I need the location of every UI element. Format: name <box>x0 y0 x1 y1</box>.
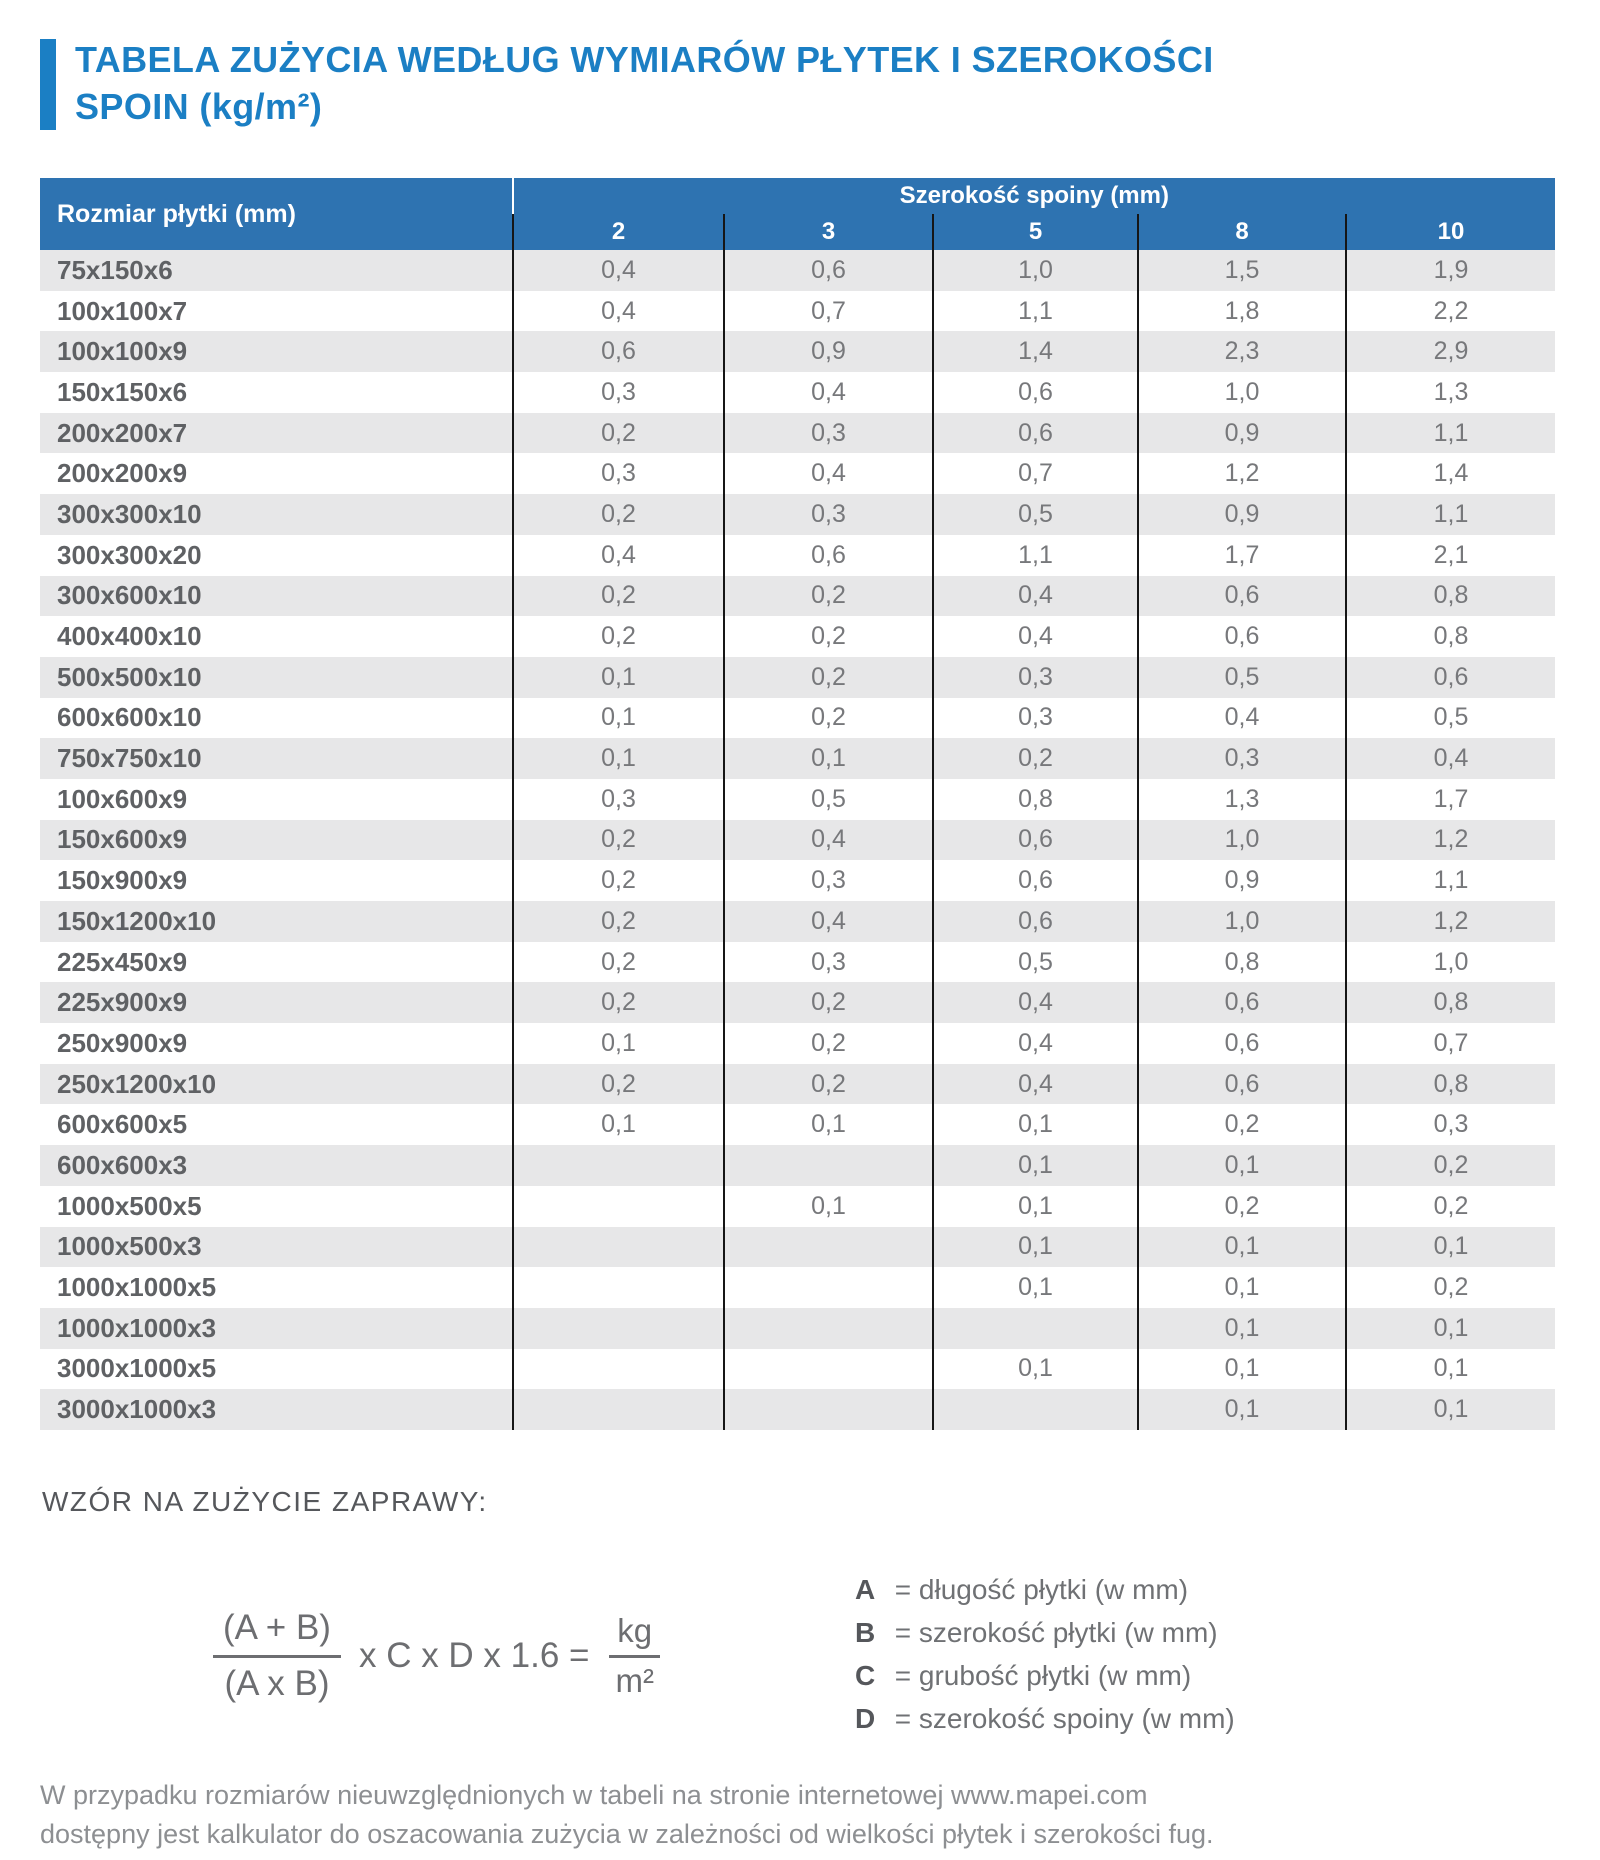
table-row <box>40 1308 1555 1349</box>
value-cell-5mm: 0,8 <box>933 779 1138 820</box>
value-cell-8mm: 0,2 <box>1138 1186 1346 1227</box>
value-cell-10mm: 0,3 <box>1346 1104 1555 1145</box>
legend-line <box>855 1701 1235 1736</box>
table-row <box>40 1104 1555 1145</box>
value-cell-2mm: 0,1 <box>513 738 724 779</box>
value-cell-2mm: 0,2 <box>513 576 724 617</box>
value-cell-3mm: 0,5 <box>724 779 933 820</box>
page-title-line1: TABELA ZUŻYCIA WEDŁUG WYMIARÓW PŁYTEK I SZEROKOŚCI <box>75 39 1214 80</box>
value-cell-3mm: 0,1 <box>724 738 933 779</box>
column-header-joint-2mm: 2 <box>513 214 724 250</box>
footnote-line2: dostępny jest kalkulator do oszacowania zużycia w zależności od wielkości płytek i szerokości fug. <box>40 1819 1214 1849</box>
value-cell-2mm: 0,2 <box>513 616 724 657</box>
value-cell-10mm: 1,1 <box>1346 494 1555 535</box>
value-cell-5mm: 0,4 <box>933 982 1138 1023</box>
value-cell-2mm: 0,3 <box>513 779 724 820</box>
table-row <box>40 372 1555 413</box>
value-cell-3mm: 0,3 <box>724 942 933 983</box>
table-row <box>40 331 1555 372</box>
tile-size-cell: 200x200x7 <box>57 417 188 448</box>
value-cell-8mm: 1,2 <box>1138 453 1346 494</box>
value-cell-2mm <box>513 1186 724 1227</box>
value-cell-5mm: 1,4 <box>933 331 1138 372</box>
value-cell-8mm: 0,6 <box>1138 616 1346 657</box>
value-cell-3mm: 0,2 <box>724 698 933 739</box>
value-cell-2mm <box>513 1145 724 1186</box>
tile-size-cell: 3000x1000x3 <box>57 1394 217 1425</box>
value-cell-3mm: 0,2 <box>724 1064 933 1105</box>
tile-size-cell: 150x900x9 <box>57 865 188 896</box>
value-cell-8mm: 1,0 <box>1138 820 1346 861</box>
value-cell-8mm: 0,9 <box>1138 413 1346 454</box>
value-cell-3mm: 0,3 <box>724 413 933 454</box>
value-cell-3mm: 0,2 <box>724 982 933 1023</box>
value-cell-8mm: 0,1 <box>1138 1308 1346 1349</box>
value-cell-8mm: 0,3 <box>1138 738 1346 779</box>
table-row <box>40 820 1555 861</box>
value-cell-3mm: 0,6 <box>724 250 933 291</box>
value-cell-8mm: 0,2 <box>1138 1104 1346 1145</box>
value-cell-5mm: 0,6 <box>933 901 1138 942</box>
column-header-joint-8mm: 8 <box>1138 214 1346 250</box>
value-cell-3mm: 0,2 <box>724 616 933 657</box>
tile-size-cell: 250x1200x10 <box>57 1068 217 1099</box>
table-row <box>40 413 1555 454</box>
value-cell-8mm: 0,6 <box>1138 1023 1346 1064</box>
value-cell-3mm: 0,7 <box>724 291 933 332</box>
legend-line <box>855 1658 1235 1693</box>
value-cell-5mm: 0,5 <box>933 942 1138 983</box>
value-cell-10mm: 0,8 <box>1346 1064 1555 1105</box>
value-cell-8mm: 0,9 <box>1138 860 1346 901</box>
value-cell-3mm <box>724 1349 933 1390</box>
value-cell-2mm: 0,2 <box>513 1064 724 1105</box>
value-cell-8mm: 1,8 <box>1138 291 1346 332</box>
value-cell-8mm: 1,0 <box>1138 901 1346 942</box>
tile-size-cell: 100x600x9 <box>57 783 188 814</box>
value-cell-2mm: 0,1 <box>513 657 724 698</box>
table-row <box>40 657 1555 698</box>
value-cell-5mm <box>933 1389 1138 1430</box>
value-cell-8mm: 0,6 <box>1138 1064 1346 1105</box>
value-cell-2mm <box>513 1308 724 1349</box>
value-cell-8mm: 0,5 <box>1138 657 1346 698</box>
legend-symbol: B <box>855 1617 876 1648</box>
value-cell-2mm: 0,2 <box>513 860 724 901</box>
value-cell-3mm: 0,2 <box>724 576 933 617</box>
table-row <box>40 576 1555 617</box>
tile-size-cell: 400x400x10 <box>57 621 202 652</box>
value-cell-5mm: 0,6 <box>933 413 1138 454</box>
column-header-joint-3mm: 3 <box>724 214 933 250</box>
value-cell-3mm: 0,1 <box>724 1186 933 1227</box>
legend-symbol: D <box>855 1703 876 1734</box>
value-cell-5mm: 0,4 <box>933 616 1138 657</box>
value-cell-2mm <box>513 1267 724 1308</box>
value-cell-3mm: 0,4 <box>724 901 933 942</box>
legend-description: = długość płytki (w mm) <box>894 1574 1189 1605</box>
value-cell-5mm: 0,6 <box>933 860 1138 901</box>
formula-fraction <box>213 1608 341 1704</box>
value-cell-8mm: 2,3 <box>1138 331 1346 372</box>
table-row <box>40 901 1555 942</box>
value-cell-2mm <box>513 1227 724 1268</box>
formula-denominator: (A x B) <box>224 1664 330 1703</box>
value-cell-10mm: 2,2 <box>1346 291 1555 332</box>
value-cell-2mm: 0,1 <box>513 698 724 739</box>
value-cell-10mm: 1,2 <box>1346 901 1555 942</box>
formula-numerator: (A + B) <box>213 1608 341 1658</box>
value-cell-8mm: 0,6 <box>1138 576 1346 617</box>
value-cell-8mm: 1,5 <box>1138 250 1346 291</box>
consumption-table <box>40 178 1555 1430</box>
value-cell-2mm: 0,6 <box>513 331 724 372</box>
value-cell-3mm: 0,9 <box>724 331 933 372</box>
value-cell-3mm <box>724 1308 933 1349</box>
value-cell-5mm: 1,0 <box>933 250 1138 291</box>
value-cell-10mm: 1,1 <box>1346 413 1555 454</box>
value-cell-10mm: 0,8 <box>1346 616 1555 657</box>
value-cell-3mm: 0,2 <box>724 1023 933 1064</box>
value-cell-8mm: 1,3 <box>1138 779 1346 820</box>
table-row <box>40 779 1555 820</box>
table-row <box>40 942 1555 983</box>
tile-size-cell: 3000x1000x5 <box>57 1353 217 1384</box>
legend-description: = szerokość płytki (w mm) <box>894 1617 1218 1648</box>
table-body <box>40 250 1555 1430</box>
tile-size-cell: 1000x500x3 <box>57 1231 202 1262</box>
value-cell-3mm: 0,4 <box>724 453 933 494</box>
legend-description: = szerokość spoiny (w mm) <box>894 1703 1235 1734</box>
table-row <box>40 1267 1555 1308</box>
value-cell-8mm: 0,4 <box>1138 698 1346 739</box>
table-row <box>40 1227 1555 1268</box>
value-cell-8mm: 1,7 <box>1138 535 1346 576</box>
value-cell-2mm: 0,2 <box>513 942 724 983</box>
value-cell-5mm: 0,4 <box>933 1023 1138 1064</box>
value-cell-8mm: 0,1 <box>1138 1389 1346 1430</box>
tile-size-cell: 300x300x10 <box>57 498 202 529</box>
value-cell-3mm: 0,6 <box>724 535 933 576</box>
value-cell-3mm: 0,4 <box>724 820 933 861</box>
formula-legend <box>855 1572 1235 1744</box>
footnote-line1: W przypadku rozmiarów nieuwzględnionych w tabeli na stronie internetowej www.mapei.com <box>40 1780 1148 1810</box>
tile-size-cell: 225x900x9 <box>57 987 188 1018</box>
value-cell-10mm: 1,7 <box>1346 779 1555 820</box>
tile-size-cell: 150x150x6 <box>57 376 188 407</box>
value-cell-10mm: 0,4 <box>1346 738 1555 779</box>
value-cell-8mm: 0,1 <box>1138 1267 1346 1308</box>
tile-size-cell: 300x600x10 <box>57 580 202 611</box>
column-header-joint-10mm: 10 <box>1346 214 1555 250</box>
value-cell-10mm: 0,2 <box>1346 1145 1555 1186</box>
value-cell-10mm: 1,1 <box>1346 860 1555 901</box>
value-cell-2mm: 0,1 <box>513 1023 724 1064</box>
formula-result-fraction <box>607 1612 661 1700</box>
value-cell-5mm: 1,1 <box>933 291 1138 332</box>
table-row <box>40 616 1555 657</box>
value-cell-2mm: 0,1 <box>513 1104 724 1145</box>
value-cell-10mm: 0,7 <box>1346 1023 1555 1064</box>
value-cell-8mm: 0,8 <box>1138 942 1346 983</box>
table-row <box>40 1064 1555 1105</box>
table-row <box>40 1389 1555 1430</box>
value-cell-2mm: 0,2 <box>513 820 724 861</box>
table-row <box>40 1349 1555 1390</box>
value-cell-5mm <box>933 1308 1138 1349</box>
value-cell-10mm: 1,0 <box>1346 942 1555 983</box>
value-cell-8mm: 0,1 <box>1138 1227 1346 1268</box>
legend-line <box>855 1572 1235 1607</box>
value-cell-5mm: 0,7 <box>933 453 1138 494</box>
value-cell-5mm: 0,4 <box>933 1064 1138 1105</box>
value-cell-10mm: 0,8 <box>1346 576 1555 617</box>
value-cell-5mm: 0,4 <box>933 576 1138 617</box>
legend-line <box>855 1615 1235 1650</box>
tile-size-cell: 500x500x10 <box>57 661 202 692</box>
tile-size-cell: 300x300x20 <box>57 539 202 570</box>
value-cell-3mm <box>724 1227 933 1268</box>
value-cell-3mm <box>724 1145 933 1186</box>
value-cell-2mm: 0,4 <box>513 291 724 332</box>
value-cell-5mm: 0,1 <box>933 1145 1138 1186</box>
page-title-line2: SPOIN (kg/m²) <box>75 86 323 127</box>
formula-heading: WZÓR NA ZUŻYCIE ZAPRAWY: <box>42 1486 488 1517</box>
footnote <box>40 1776 1214 1854</box>
table-row <box>40 1186 1555 1227</box>
value-cell-8mm: 0,6 <box>1138 982 1346 1023</box>
value-cell-5mm: 0,1 <box>933 1186 1138 1227</box>
legend-symbol: A <box>855 1574 876 1605</box>
table-row <box>40 291 1555 332</box>
value-cell-10mm: 0,2 <box>1346 1186 1555 1227</box>
legend-symbol: C <box>855 1660 876 1691</box>
value-cell-3mm: 0,2 <box>724 657 933 698</box>
value-cell-8mm: 1,0 <box>1138 372 1346 413</box>
table-row <box>40 738 1555 779</box>
tile-size-cell: 1000x1000x3 <box>57 1312 217 1343</box>
value-cell-5mm: 0,5 <box>933 494 1138 535</box>
value-cell-2mm <box>513 1389 724 1430</box>
legend-description: = grubość płytki (w mm) <box>894 1660 1192 1691</box>
column-group-header-joint-width: Szerokość spoiny (mm) <box>513 178 1555 214</box>
value-cell-8mm: 0,9 <box>1138 494 1346 535</box>
tile-size-cell: 600x600x5 <box>57 1109 188 1140</box>
tile-size-cell: 100x100x9 <box>57 336 188 367</box>
value-cell-2mm: 0,3 <box>513 453 724 494</box>
value-cell-5mm: 0,3 <box>933 657 1138 698</box>
value-cell-10mm: 1,4 <box>1346 453 1555 494</box>
formula-middle-terms: x C x D x 1.6 = <box>358 1636 590 1675</box>
tile-size-cell: 150x600x9 <box>57 824 188 855</box>
value-cell-2mm: 0,4 <box>513 535 724 576</box>
value-cell-10mm: 1,2 <box>1346 820 1555 861</box>
value-cell-10mm: 1,9 <box>1346 250 1555 291</box>
column-header-tile-size: Rozmiar płytki (mm) <box>40 178 513 250</box>
table-row <box>40 860 1555 901</box>
value-cell-3mm: 0,3 <box>724 860 933 901</box>
table-header <box>40 178 1555 250</box>
value-cell-8mm: 0,1 <box>1138 1145 1346 1186</box>
value-cell-10mm: 0,1 <box>1346 1227 1555 1268</box>
value-cell-10mm: 0,8 <box>1346 982 1555 1023</box>
formula-result-denominator: m² <box>615 1662 654 1699</box>
table-row <box>40 250 1555 291</box>
value-cell-10mm: 2,1 <box>1346 535 1555 576</box>
value-cell-5mm: 1,1 <box>933 535 1138 576</box>
table-row <box>40 535 1555 576</box>
value-cell-10mm: 0,2 <box>1346 1267 1555 1308</box>
value-cell-10mm: 1,3 <box>1346 372 1555 413</box>
value-cell-5mm: 0,6 <box>933 372 1138 413</box>
value-cell-2mm: 0,3 <box>513 372 724 413</box>
value-cell-2mm: 0,2 <box>513 494 724 535</box>
value-cell-5mm: 0,1 <box>933 1227 1138 1268</box>
tile-size-cell: 200x200x9 <box>57 458 188 489</box>
table-row <box>40 698 1555 739</box>
tile-size-cell: 600x600x3 <box>57 1149 188 1180</box>
consumption-formula <box>213 1608 662 1704</box>
table-row <box>40 1145 1555 1186</box>
title-accent-bar <box>40 39 56 130</box>
table-row <box>40 494 1555 535</box>
value-cell-10mm: 0,1 <box>1346 1349 1555 1390</box>
page-title <box>75 36 1475 130</box>
tile-size-cell: 1000x500x5 <box>57 1190 202 1221</box>
value-cell-10mm: 0,6 <box>1346 657 1555 698</box>
table-row <box>40 453 1555 494</box>
value-cell-2mm <box>513 1349 724 1390</box>
table-row <box>40 1023 1555 1064</box>
value-cell-5mm: 0,3 <box>933 698 1138 739</box>
value-cell-2mm: 0,2 <box>513 982 724 1023</box>
value-cell-2mm: 0,4 <box>513 250 724 291</box>
value-cell-10mm: 0,1 <box>1346 1389 1555 1430</box>
tile-size-cell: 150x1200x10 <box>57 905 217 936</box>
value-cell-3mm: 0,4 <box>724 372 933 413</box>
value-cell-10mm: 0,1 <box>1346 1308 1555 1349</box>
tile-size-cell: 100x100x7 <box>57 295 188 326</box>
value-cell-5mm: 0,2 <box>933 738 1138 779</box>
value-cell-5mm: 0,6 <box>933 820 1138 861</box>
value-cell-10mm: 2,9 <box>1346 331 1555 372</box>
tile-size-cell: 600x600x10 <box>57 702 202 733</box>
value-cell-3mm: 0,3 <box>724 494 933 535</box>
tile-size-cell: 250x900x9 <box>57 1027 188 1058</box>
value-cell-8mm: 0,1 <box>1138 1349 1346 1390</box>
value-cell-3mm <box>724 1389 933 1430</box>
column-header-joint-5mm: 5 <box>933 214 1138 250</box>
value-cell-3mm <box>724 1267 933 1308</box>
value-cell-2mm: 0,2 <box>513 901 724 942</box>
value-cell-10mm: 0,5 <box>1346 698 1555 739</box>
tile-size-cell: 225x450x9 <box>57 946 188 977</box>
value-cell-2mm: 0,2 <box>513 413 724 454</box>
formula-result-numerator: kg <box>609 1612 660 1658</box>
value-cell-5mm: 0,1 <box>933 1349 1138 1390</box>
value-cell-5mm: 0,1 <box>933 1267 1138 1308</box>
tile-size-cell: 75x150x6 <box>57 254 173 285</box>
table-row <box>40 982 1555 1023</box>
value-cell-5mm: 0,1 <box>933 1104 1138 1145</box>
value-cell-3mm: 0,1 <box>724 1104 933 1145</box>
tile-size-cell: 1000x1000x5 <box>57 1272 217 1303</box>
tile-size-cell: 750x750x10 <box>57 743 202 774</box>
